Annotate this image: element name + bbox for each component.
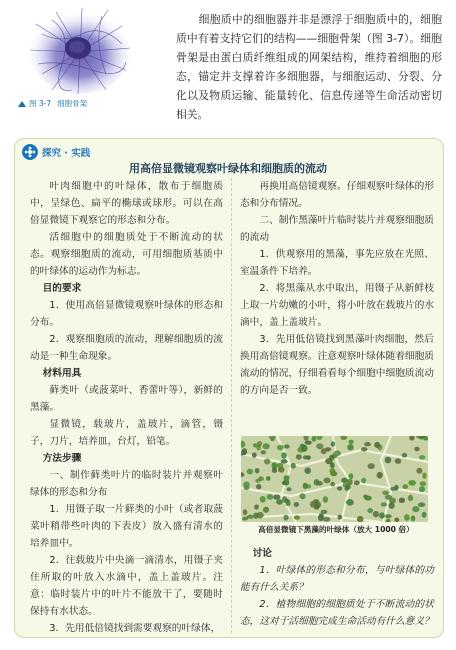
body-paragraph: 3．先用低倍镜找到需要观察的叶绿体， <box>49 623 221 634</box>
body-paragraph: 2．观察细胞质的流动，理解细胞质的流动是一种生命现象。 <box>30 334 223 362</box>
body-paragraph: 二、制作黑藻叶片临时装片并观察细胞质的流动 <box>240 215 434 243</box>
body-paragraph: 再换用高倍镜观察。仔细观察叶绿体的形态和分布情况。 <box>240 181 434 209</box>
discussion-question: 1．叶绿体的形态和分布，与叶绿体的功能有什么关系？ <box>240 565 434 593</box>
body-paragraph: 2．往载玻片中央滴一滴清水，用镊子夹住所取的叶放入水滴中，盖上盖玻片。注意：临时装片中的叶片不能放干了，要随时保持有水状态。 <box>30 555 223 617</box>
left-column <box>30 178 223 637</box>
figure-caption-text: 细胞骨架 <box>57 99 88 108</box>
discussion-heading: 讨论 <box>252 548 272 559</box>
body-paragraph: 1．使用高倍显微镜观察叶绿体的形态和分布。 <box>30 300 223 328</box>
body-paragraph: 1．供观察用的黑藻，事先应放在光照、室温条件下培养。 <box>240 249 434 277</box>
panel-badge-label: 探究 · 实践 <box>42 148 91 159</box>
photo-caption: 高倍显微镜下黑藻的叶绿体（放大 1000 倍） <box>258 525 414 534</box>
intro-paragraph: 细胞质中的细胞器并非是漂浮于细胞质中的，细胞质中有着支持它们的结构——细胞骨架（图 3-7）。细胞骨架是由蛋白质纤维组成的网架结构，维持着细胞的形态，锚定并支撑着许多细胞器，与细胞运动、分裂、分化以及物质运输、能量转化、信息传递等生命活动密切相关。 <box>176 13 442 121</box>
figure-number: 图 3-7 <box>29 99 52 108</box>
caption-marker-icon <box>18 101 26 107</box>
section-heading: 材料用具 <box>42 368 82 379</box>
inquiry-icon <box>22 144 38 160</box>
body-paragraph: 3．先用低倍镜找到黑藻叶肉细胞，然后换用高倍镜观察。注意观察叶绿体随着细胞质流动的情况，仔细看看每个细胞中细胞质流动的方向是否一致。 <box>240 334 434 396</box>
discussion-question: 2．植物细胞的细胞质处于不断流动的状态，这对于活细胞完成生命活动有什么意义？ <box>240 599 434 627</box>
body-paragraph: 2．将黑藻从水中取出，用镊子从新鲜枝上取一片幼嫩的小叶，将小叶放在载玻片的水滴中，盖上盖玻片。 <box>240 283 434 328</box>
body-paragraph: 藓类叶（或菠菜叶、香蕾叶等），新鲜的黑藻。 <box>30 385 223 413</box>
discussion-section <box>240 539 434 630</box>
chloroplast-photo <box>241 436 428 522</box>
section-heading: 目的要求 <box>42 283 82 294</box>
panel-badge <box>22 143 90 161</box>
body-paragraph: 叶肉细胞中的叶绿体，散布于细胞质中，呈绿色、扁平的椭球或球形。可以在高倍显微镜下观察它的形态和分布。 <box>30 181 223 226</box>
body-paragraph: 活细胞中的细胞质处于不断流动的状态。观察细胞质的流动，可用细胞质基质中的叶绿体的运动作为标志。 <box>30 232 223 277</box>
figure-caption <box>18 98 87 109</box>
body-paragraph: 显微镜，载玻片，盖玻片，滴管，镊子，刀片，培养皿，台灯，铅笔。 <box>30 419 223 447</box>
section-heading: 方法步骤 <box>42 453 82 464</box>
column-divider <box>231 178 232 633</box>
body-paragraph: 1．用镊子取一片藓类的小叶（或者取菠菜叶稍带些叶肉的下表皮）放入盛有清水的培养皿中。 <box>30 504 223 549</box>
right-column <box>240 178 434 399</box>
cytoskeleton-figure <box>22 4 134 96</box>
panel-title: 用高倍显微镜观察叶绿体和细胞质的流动 <box>129 162 327 175</box>
body-paragraph: 一、制作藓类叶片的临时装片并观察叶绿体的形态和分布 <box>30 470 223 498</box>
